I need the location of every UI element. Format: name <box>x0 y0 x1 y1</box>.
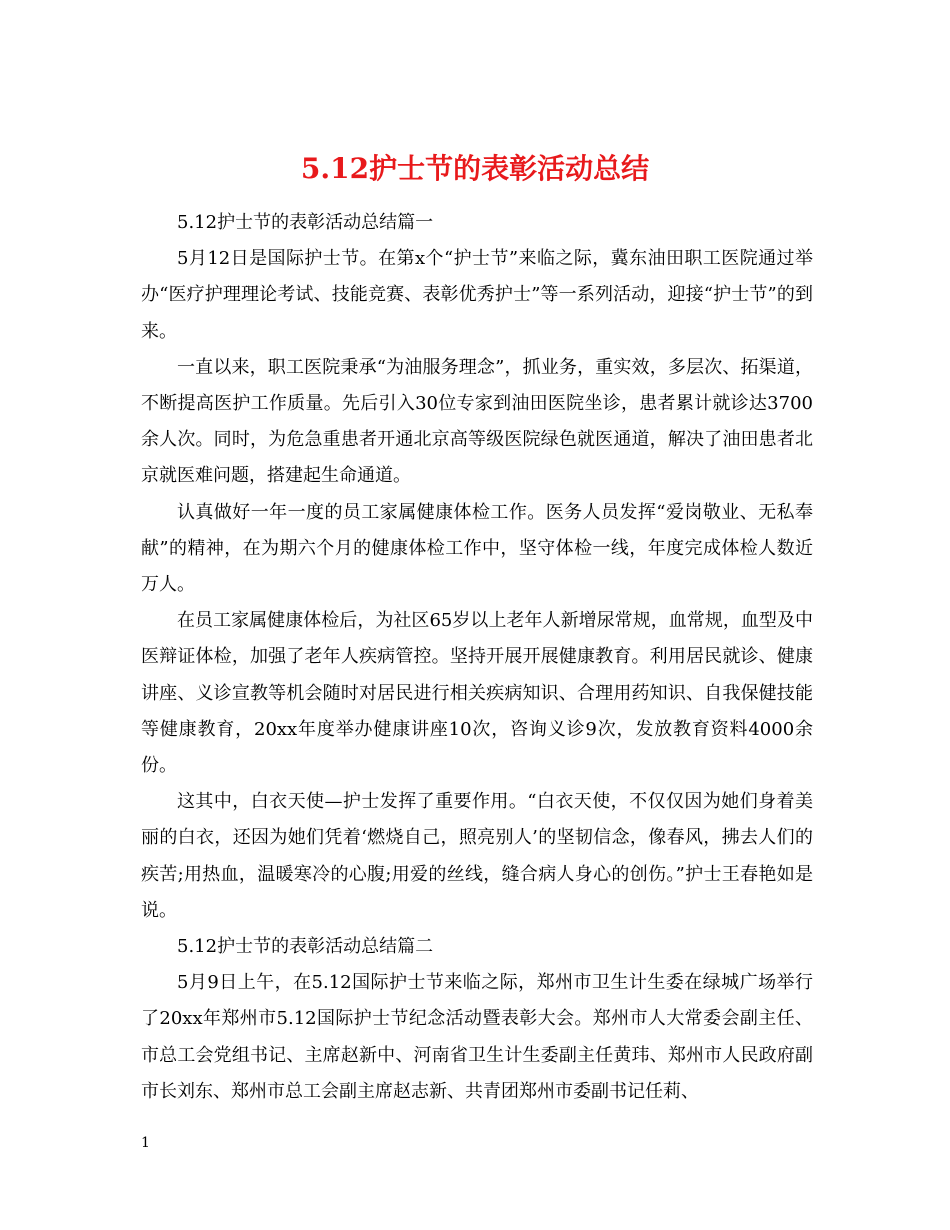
paragraph-white-angels: 这其中，白衣天使—护士发挥了重要作用。“白衣天使，不仅仅因为她们身着美丽的白衣，还因为她们凭着‘燃烧自己，照亮别人’的坚韧信念，像春风，拂去人们的疾苦;用热血，温暖寒冷的心腹;用爱的丝线，缝合病人身心的创伤。”护士王春艳如是说。 <box>141 791 813 921</box>
paragraph-health-education: 在员工家属健康体检后，为社区65岁以上老年人新增尿常规，血常规，血型及中医辩证体检，加强了老年人疾病管控。坚持开展开展健康教育。利用居民就诊、健康讲座、义诊宣教等机会随时对居民进行相关疾病知识、合理用药知识、自我保健技能等健康教育，20xx年度举办健康讲座10次，咨询义诊9次，发放教育资料4000余份。 <box>141 610 813 777</box>
document-body <box>141 205 813 1110</box>
paragraph-section-heading-2: 5.12护士节的表彰活动总结篇二 <box>177 936 434 958</box>
paragraph-nurses-day-intro: 5月12日是国际护士节。在第x个“护士节”来临之际，冀东油田职工医院通过举办“医疗护理理论考试、技能竞赛、表彰优秀护士”等一系列活动，迎接“护士节”的到来。 <box>141 248 813 342</box>
document-title: 5.12护士节的表彰活动总结 <box>300 151 650 185</box>
page-number: 1 <box>141 1135 150 1151</box>
paragraph-hospital-service: 一直以来，职工医院秉承“为油服务理念”，抓业务，重实效，多层次、拓渠道，不断提高医护工作质量。先后引入30位专家到油田医院坐诊，患者累计就诊达3700余人次。同时，为危急重患者开通北京高等级医院绿色就医通道，解决了油田患者北京就医难问题，搭建起生命通道。 <box>141 356 813 487</box>
paragraph-commendation-meeting: 5月9日上午，在5.12国际护士节来临之际，郑州市卫生计生委在绿城广场举行了20xx年郑州市5.12国际护士节纪念活动暨表彰大会。郑州市人大常委会副主任、市总工会党组书记、主席赵新中、河南省卫生计生委副主任黄玮、郑州市人民政府副市长刘东、郑州市总工会副主席赵志新、共青团郑州市委副书记任莉、 <box>141 972 813 1102</box>
paragraph-section-heading-1: 5.12护士节的表彰活动总结篇一 <box>177 212 434 233</box>
paragraph-health-checkup: 认真做好一年一度的员工家属健康体检工作。医务人员发挥“爱岗敬业、无私奉献”的精神，在为期六个月的健康体检工作中，坚守体检一线，年度完成体检人数近万人。 <box>141 501 813 596</box>
